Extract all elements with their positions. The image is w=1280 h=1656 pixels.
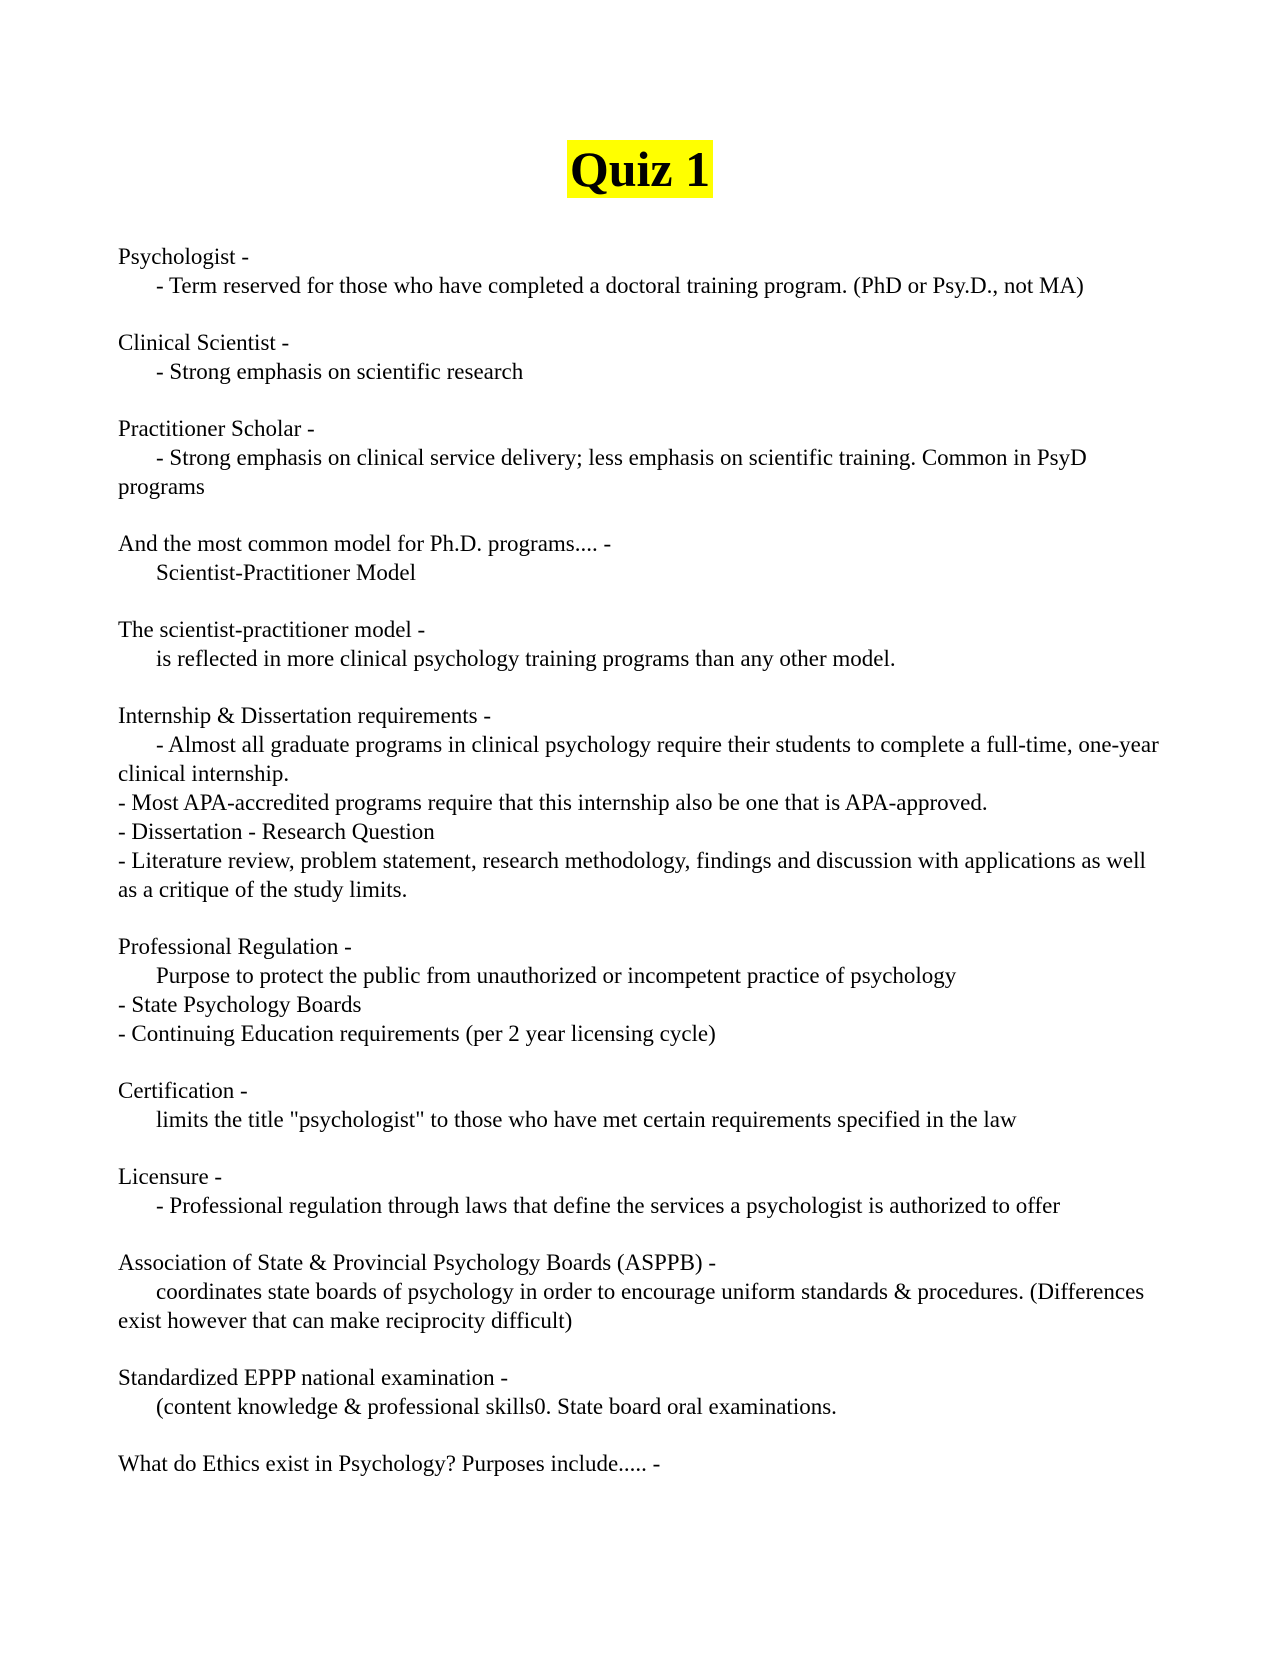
entry-ethics: [118, 1449, 1164, 1478]
entry-internship-dissertation: [118, 701, 1164, 904]
entry-term: Licensure -: [118, 1164, 223, 1189]
entry-licensure: [118, 1162, 1164, 1220]
entry-term: Certification -: [118, 1078, 248, 1103]
entry-bullet: - Dissertation - Research Question: [118, 819, 435, 844]
entry-description: - Almost all graduate programs in clinical psychology require their students to complete a full-time, one-year clinical internship.: [118, 732, 1159, 786]
entry-description: - Professional regulation through laws that define the services a psychologist is authorized to offer: [156, 1193, 1061, 1218]
entry-bullet: - Most APA-accredited programs require that this internship also be one that is APA-approved.: [118, 790, 988, 815]
entry-common-model: [118, 529, 1164, 587]
entry-practitioner-scholar: [118, 414, 1164, 501]
entry-bullet: - State Psychology Boards: [118, 992, 362, 1017]
entry-professional-regulation: [118, 932, 1164, 1048]
entry-description: - Strong emphasis on scientific research: [156, 359, 524, 384]
entry-description: Purpose to protect the public from unauthorized or incompetent practice of psychology: [156, 963, 957, 988]
entry-term: Practitioner Scholar -: [118, 416, 315, 441]
entry-clinical-scientist: [118, 328, 1164, 386]
entry-description: is reflected in more clinical psychology training programs than any other model.: [156, 646, 896, 671]
entry-certification: [118, 1076, 1164, 1134]
entry-term: What do Ethics exist in Psychology? Purposes include..... -: [118, 1451, 661, 1476]
entry-bullet: - Continuing Education requirements (per 2 year licensing cycle): [118, 1021, 716, 1046]
entry-term: Standardized EPPP national examination -: [118, 1365, 509, 1390]
entry-description: - Term reserved for those who have completed a doctoral training program. (PhD or Psy.D., not MA): [156, 273, 1084, 298]
entry-scientist-practitioner: [118, 615, 1164, 673]
entry-eppp: [118, 1363, 1164, 1421]
entry-term: Internship & Dissertation requirements -: [118, 703, 492, 728]
entry-description: Scientist-Practitioner Model: [156, 560, 416, 585]
entry-term: Professional Regulation -: [118, 934, 352, 959]
entry-term: And the most common model for Ph.D. programs.... -: [118, 531, 612, 556]
page-title: Quiz 1: [567, 140, 713, 198]
entry-description: limits the title "psychologist" to those who have met certain requirements specified in the law: [156, 1107, 1017, 1132]
entry-term: Psychologist -: [118, 244, 249, 269]
entry-term: Clinical Scientist -: [118, 330, 290, 355]
entry-bullet: - Literature review, problem statement, research methodology, findings and discussion with applications as well as a critique of the study limits.: [118, 848, 1146, 902]
title-container: [0, 140, 1280, 198]
entry-psychologist: [118, 242, 1164, 300]
entry-description: (content knowledge & professional skills0. State board oral examinations.: [156, 1394, 837, 1419]
entry-asppb: [118, 1248, 1164, 1335]
document-body: [118, 242, 1164, 1506]
entry-term: The scientist-practitioner model -: [118, 617, 426, 642]
entry-description: - Strong emphasis on clinical service delivery; less emphasis on scientific training. Common in PsyD programs: [118, 445, 1087, 499]
entry-term: Association of State & Provincial Psychology Boards (ASPPB) -: [118, 1250, 716, 1275]
entry-description: coordinates state boards of psychology in order to encourage uniform standards & procedures. (Differences exist however that can make reciprocity difficult): [118, 1279, 1145, 1333]
